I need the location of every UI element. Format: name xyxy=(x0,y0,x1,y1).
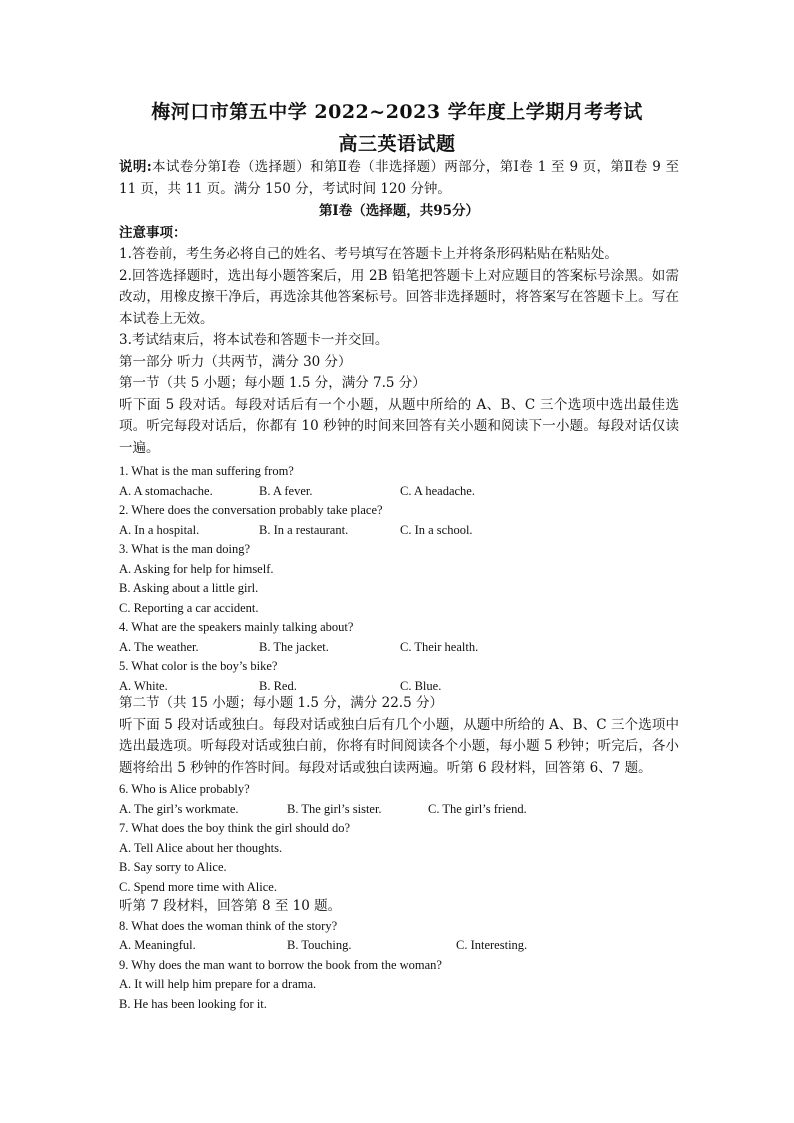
question-stem: 1. What is the man suffering from? xyxy=(119,464,294,478)
option-b: B. In a restaurant. xyxy=(259,522,349,537)
option-b: B. The girl’s sister. xyxy=(287,801,382,816)
caution-item-2: 2.回答选择题时，选出每小题答案后，用 2B 铅笔把答题卡上对应题目的答案标号涂黑。如需改动，用橡皮擦干净后，再选涂其他答案标号。回答非选择题时，将答案写在答题卡上。写在本试卷上无效。 xyxy=(119,267,679,327)
option-b: B. He has been looking for it. xyxy=(119,996,267,1011)
volume1-heading: 第Ⅰ卷（选择题，共95分） xyxy=(318,203,480,219)
option-a: A. In a hospital. xyxy=(119,522,200,537)
question-options xyxy=(119,638,679,658)
option-a: A. It will help him prepare for a drama. xyxy=(119,977,317,991)
question-stem: 4. What are the speakers mainly talking about? xyxy=(119,620,354,634)
option-c: C. In a school. xyxy=(400,522,473,537)
question-stem: 8. What does the woman think of the story? xyxy=(119,918,338,933)
section2-heading: 第二节（共 15 小题；每小题 1.5 分，满分 22.5 分） xyxy=(119,695,443,711)
question-options xyxy=(119,521,679,541)
material7-note: 听第 7 段材料，回答第 8 至 10 题。 xyxy=(119,898,342,914)
caution-item-3: 3.考试结束后，将本试卷和答题卡一并交回。 xyxy=(119,332,389,348)
question-stem: 3. What is the man doing? xyxy=(119,542,250,556)
question-stem: 5. What color is the boy’s bike? xyxy=(119,659,278,673)
option-c: C. Blue. xyxy=(400,678,442,693)
option-c: C. Reporting a car accident. xyxy=(119,600,259,615)
question-stem: 2. Where does the conversation probably take place? xyxy=(119,503,383,517)
question-stem: 9. Why does the man want to borrow the book from the woman? xyxy=(119,957,442,972)
option-a: A. White. xyxy=(119,678,168,693)
section2-instructions: 听下面 5 段对话或独白。每段对话或独白后有几个小题，从题中所给的 A、B、C 三个选项中选出最选项。听每段对话或独白前，你将有时间阅读各个小题，每小题 5 秒钟；听完后，各小题将给出 5 秒钟的作答时间。每段对话或独白读两遍。听第 6 段材料，回答第 6、7 题。 xyxy=(119,716,679,776)
option-c: C. Their health. xyxy=(400,639,479,654)
option-a: A. Meaningful. xyxy=(119,938,196,952)
caution-item-1: 1.答卷前，考生务必将自己的姓名、考号填写在答题卡上并将条形码粘贴在粘贴处。 xyxy=(119,246,618,262)
section2-questions xyxy=(119,780,679,1014)
option-b: B. Say sorry to Alice. xyxy=(119,860,227,874)
option-c: C. A headache. xyxy=(400,483,475,498)
option-a: A. A stomachache. xyxy=(119,483,213,498)
option-c: C. The girl’s friend. xyxy=(428,801,527,816)
section2-intro xyxy=(119,693,679,779)
explanation xyxy=(119,157,679,200)
question-options xyxy=(119,936,679,956)
exam-title: 梅河口市第五中学 2022~2023 学年度上学期月考考试 xyxy=(151,101,643,123)
option-a: A. The girl’s workmate. xyxy=(119,801,239,816)
caution-heading: 注意事项： xyxy=(119,224,187,241)
option-a: A. The weather. xyxy=(119,639,199,654)
section1-heading: 第一节（共 5 小题；每小题 1.5 分，满分 7.5 分） xyxy=(119,375,426,391)
question-options xyxy=(119,482,679,502)
section1-questions xyxy=(119,462,679,696)
option-b: B. Asking about a little girl. xyxy=(119,581,259,595)
explanation-label: 说明: xyxy=(119,159,152,175)
option-b: B. A fever. xyxy=(259,483,313,498)
instructions-block xyxy=(119,157,679,459)
option-c: C. Spend more time with Alice. xyxy=(119,879,277,894)
option-b: B. Red. xyxy=(259,678,297,693)
question-options xyxy=(119,800,679,820)
exam-subtitle: 高三英语试题 xyxy=(338,133,456,155)
option-b: B. The jacket. xyxy=(259,639,329,654)
option-b: B. Touching. xyxy=(287,938,352,952)
section1-instructions: 听下面 5 段对话。每段对话后有一个小题，从题中所给的 A、B、C 三个选项中选出最佳选项。听完每段对话后，你都有 10 秒钟的时间来回答有关小题和阅读下一小题。每段对话仅读一遍。 xyxy=(119,396,679,456)
question-stem: 6. Who is Alice probably? xyxy=(119,782,250,796)
option-a: A. Asking for help for himself. xyxy=(119,561,274,576)
question-stem: 7. What does the boy think the girl should do? xyxy=(119,821,350,835)
explanation-text: 本试卷分第Ⅰ卷（选择题）和第Ⅱ卷（非选择题）两部分，第Ⅰ卷 1 至 9 页，第Ⅱ卷 9 至 11 页，共 11 页。满分 150 分，考试时间 120 分钟。 xyxy=(119,159,679,197)
option-c: C. Interesting. xyxy=(456,938,528,952)
option-a: A. Tell Alice about her thoughts. xyxy=(119,840,283,855)
part1-heading: 第一部分 听力（共两节，满分 30 分） xyxy=(119,353,352,370)
